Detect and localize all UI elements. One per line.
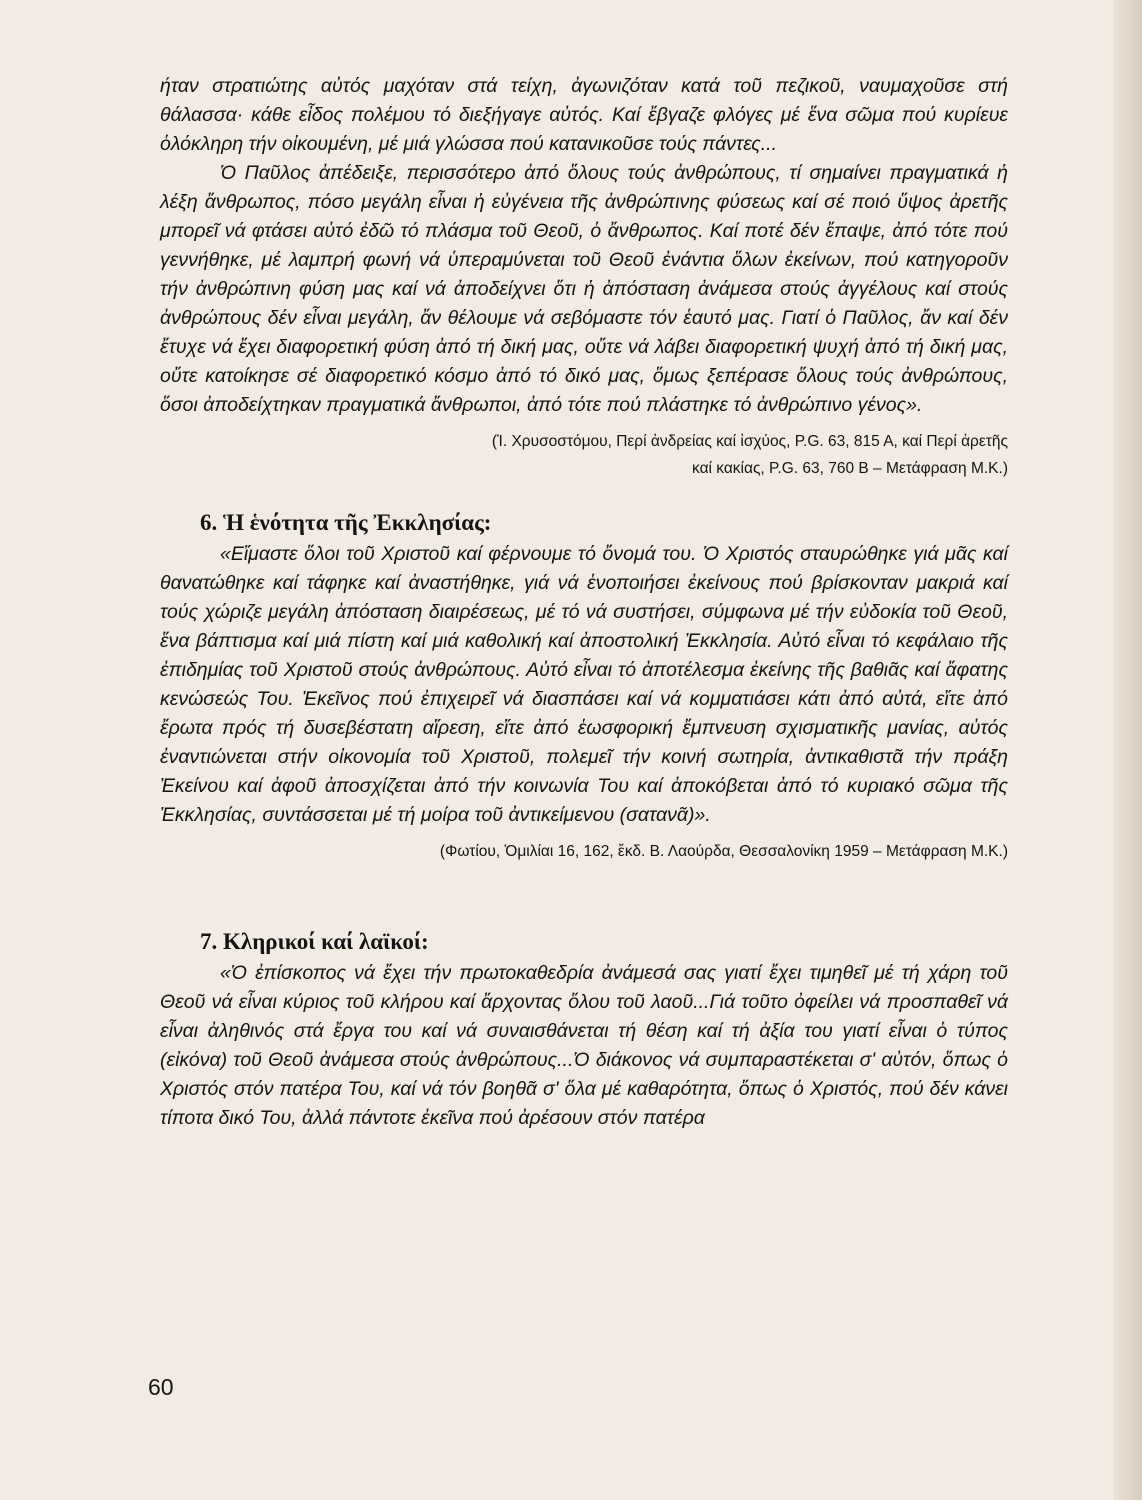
page-number: 60: [148, 1374, 174, 1400]
page-edge: [1114, 0, 1142, 1500]
page-content: [160, 72, 1008, 1133]
chrysostom-citation: [160, 428, 1008, 482]
section-6-paragraph: «Εἴμαστε ὅλοι τοῦ Χριστοῦ καί φέρνουμε τό ὄνομά του. Ὁ Χριστός σταυρώθηκε γιά μᾶς καί θανατώθηκε καί τάφηκε καί ἀναστήθηκε, γιά νά ἑνοποιήσει ἐκείνους πού βρίσκονταν μακριά καί τούς χώριζε μεγάλη ἀπόσταση διαιρέσεως, μέ τό νά συστήσει, σύμφωνα μέ τήν εὐδοκία τοῦ Θεοῦ, ἕνα βάπτισμα καί μιά πίστη καί μιά καθολική καί ἀποστολική Ἐκκλησία. Αὐτό εἶναι τό κεφάλαιο τῆς ἐπιδημίας τοῦ Χριστοῦ στούς ἀνθρώπους. Αὐτό εἶναι τό ἀποτέλεσμα ἐκείνης τῆς βαθιᾶς καί ἄφατης κενώσεώς Του. Ἐκεῖνος πού ἐπιχειρεῖ νά διασπάσει καί νά κομματιάσει κάτι ἀπό αὐτά, εἴτε ἀπό ἔρωτα πρός τή δυσεβέστατη αἵρεση, εἴτε ἀπό ἑωσφορική ἔμπνευση σχισματικῆς μανίας, αὐτός ἐναντιώνεται στήν οἰκονομία τοῦ Χριστοῦ, πολεμεῖ τήν κοινή σωτηρία, ἀντικαθιστᾶ τήν πράξη Ἐκείνου καί ἀφοῦ ἀποσχίζεται ἀπό τήν κοινωνία Του καί ἀποκόβεται ἀπό τό κυριακό σῶμα τῆς Ἐκκλησίας, συντάσσεται μέ τή μοίρα τοῦ ἀντικείμενου (σατανᾶ)».: [160, 543, 1008, 826]
section-6-heading: 6. Ἡ ἑνότητα τῆς Ἐκκλησίας:: [200, 510, 492, 535]
citation-line-2: καί κακίας, P.G. 63, 760 B – Μετάφραση Μ.Κ.): [692, 460, 1008, 477]
section-7-heading: 7. Κληρικοί καί λαϊκοί:: [200, 929, 429, 954]
citation-line-1: (Ἰ. Χρυσοστόμου, Περί ἀνδρείας καί ἰσχύος, P.G. 63, 815 A, καί Περί ἀρετῆς: [491, 433, 1008, 450]
opening-text: ήταν στρατιώτης αὐτός μαχόταν στά τείχη, ἀγωνιζόταν κατά τοῦ πεζικοῦ, ναυμαχοῦσε στή θάλασσα· κάθε εἶδος πολέμου τό διεξήγαγε αὐτός. Καί ἔβγαζε φλόγες μέ ἕνα σῶμα πού κυρίευε ὁλόκληρη τήν οἰκουμένη, μέ μιά γλώσσα πού κατανικοῦσε τούς πάντες...: [160, 75, 1008, 155]
paul-paragraph: Ὁ Παῦλος ἀπέδειξε, περισσότερο ἀπό ὅλους τούς ἀνθρώπους, τί σημαίνει πραγματικά ἡ λέξη ἄνθρωπος, πόσο μεγάλη εἶναι ἡ εὐγένεια τῆς ἀνθρώπινης φύσεως καί σέ ποιό ὕψος ἀρετῆς μπορεῖ νά φτάσει αὐτό ἐδῶ τό πλάσμα τοῦ Θεοῦ, ὁ ἄνθρωπος. Καί ποτέ δέν ἔπαψε, ἀπό τότε πού γεννήθηκε, μέ λαμπρή φωνή νά ὑπεραμύνεται τοῦ Θεοῦ ἐνάντια ὅλων ἐκείνων, πού κατηγοροῦν τήν ἀνθρώπινη φύση μας καί νά ἀποδείχνει ὅτι ἡ ἀπόσταση ἀνάμεσα στούς ἀγγέλους καί στούς ἀνθρώπους δέν εἶναι μεγάλη, ἄν θέλουμε νά σεβόμαστε τόν ἑαυτό μας. Γιατί ὁ Παῦλος, ἄν καί δέν ἔτυχε νά ἔχει διαφορετική φύση ἀπό τή δική μας, οὔτε νά λάβει διαφορετική ψυχή ἀπό τή δική μας, οὔτε κατοίκησε σέ διαφορετικό κόσμο ἀπό τό δικό μας, ὅμως ξεπέρασε ὅλους τούς ἀνθρώπους, ὅσοι ἀποδείχτηκαν πραγματικά ἄνθρωποι, ἀπό τότε πού πλάστηκε τό ἀνθρώπινο γένος».: [160, 162, 1008, 416]
photius-citation: (Φωτίου, Ὁμιλίαι 16, 162, ἔκδ. Β. Λαούρδα, Θεσσαλονίκη 1959 – Μετάφραση Μ.Κ.): [439, 843, 1008, 860]
section-7-paragraph: «Ὁ ἐπίσκοπος νά ἔχει τήν πρωτοκαθεδρία ἀνάμεσά σας γιατί ἔχει τιμηθεῖ μέ τή χάρη τοῦ Θεοῦ νά εἶναι κύριος τοῦ κλήρου καί ἄρχοντας ὅλου τοῦ λαοῦ...Γιά τοῦτο ὀφείλει νά προσπαθεῖ νά εἶναι ἀληθινός στά ἔργα του καί νά συναισθάνεται τή θέση καί τή ἀξία του γιατί εἶναι ὁ τύπος (εἰκόνα) τοῦ Θεοῦ ἀνάμεσα στούς ἀνθρώπους...Ὁ διάκονος νά συμπαραστέκεται σ' αὐτόν, ὅπως ὁ Χριστός στόν πατέρα Του, καί νά τόν βοηθᾶ σ' ὅλα μέ καθαρότητα, ὅπως ὁ Χριστός, πού δέν κάνει τίποτα δικό Του, ἀλλά πάντοτε ἐκεῖνα πού ἀρέσουν στόν πατέρα: [160, 962, 1008, 1129]
